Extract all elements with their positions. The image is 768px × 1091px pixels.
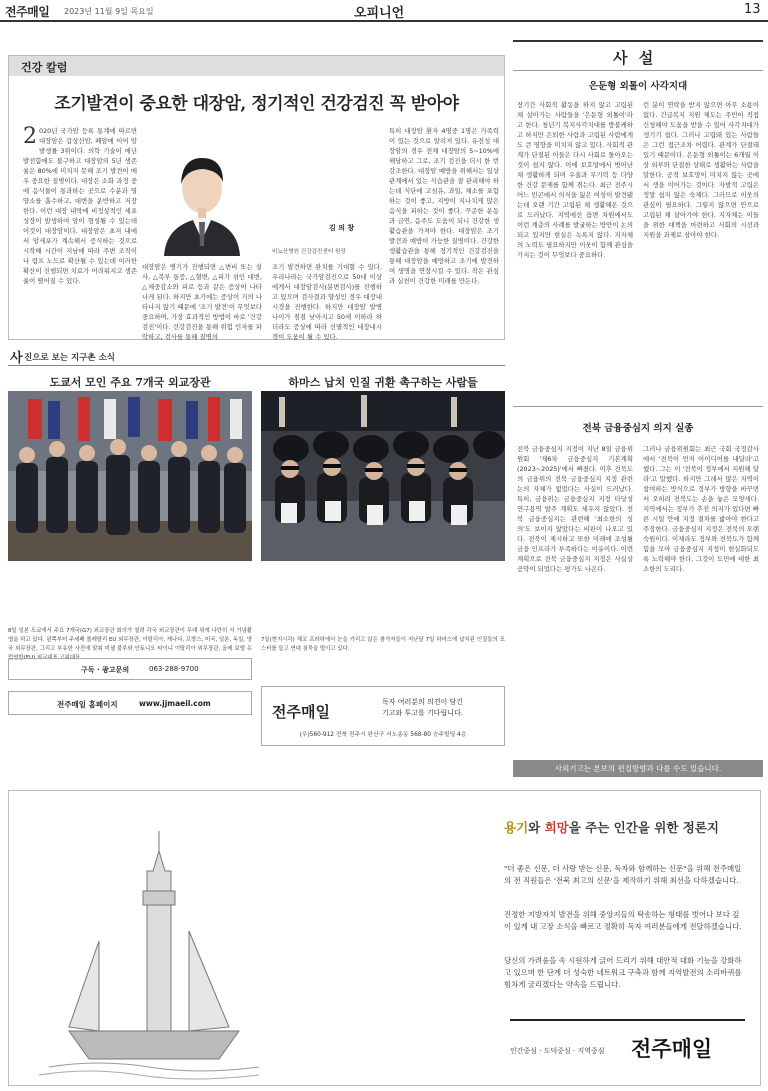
promo-brand: 전주매일 [631, 1037, 713, 1061]
promo-title-rest: 을 주는 인간을 위한 정론지 [568, 820, 719, 835]
promo-paragraph-3: 당신의 가려움을 속 시원하게 긁어 드리기 위해 대안적 대화 기능을 강화하고 있으며 한 단계 더 성숙한 네트워크 구축과 함께 지역발전의 소리바퀴를 힘차게 굴리겠다는 약속을 드립니다. [504, 956, 742, 989]
right-photo-caption: 7일(현지시각) 체코 프라하에서 눈을 가리고 앉은 참가자들이 지난달 7일 하마스에 납치된 인질들의 포스터를 들고 연대 침묵을 벌이고 있다. [261, 637, 505, 652]
reader-ad-brand: 전주매일 [272, 703, 330, 721]
column-text-col4: 특히 대장암 환자 4명중 1명은 가족력이 있는 것으로 알려져 있다. 유전성 대장암의 경우 전체 대장암의 5~10%에 해당하고 그로, 조기 검진을 더시 한 번 강조한다. 대장암 예방을 위해서는 일상 관계에서 있는 식습관을 잘 관리해야 하는데 식단에 고섬유, 과일, 채소를 포함하는 것이 좋고, 지방이 지나치게 많은 음식을 피하는 것이 좋다. 꾸준한 운동과 금연, 음주도 도움이 되니 건강한 생활습관을 가져야 한다. 대장암은 조기 발견과 예방이 가능한 질병이다. 건강한 생활습관을 통해 정기적인 건강검진을 통해 대장암을 예방하고 조기에 발견하여 생명을 연장시킬 수 있다. 작은 관심과 실천이 건강한 미래를 만든다. [389, 127, 499, 285]
editorial-2-col1: 전북 금융중심지 지정이 지난 8일 금융위원회 '제6차 금융중심지 기본계획(2023~2025)'에서 빠졌다. 이후 전북도의 금융위의 전북 금융중심지 지정 관련 논의 자체가 없었다는 사실이 드러났다. 특히, 금융위는 금융중심지 지정 타당성 연구용역 발주 계획도 세우지 않았다. 전북 금융중심지는 관련해 '최소한의 성의'도 보이지 않았다는 비판이 나오고 있다. 전북이 제시하고 또한 미래에 조성될 금융 인프라가 부족하다는 이유이다. 이번 계획으로 전북 금융중심지 지정은 사실상 공약이 되었다는 평가도 나온다. [517, 445, 633, 573]
right-photo-title: 하마스 납치 인질 귀환 촉구하는 사람들 [288, 376, 478, 389]
subscribe-label: 구독 · 광고문의 [81, 666, 130, 674]
editorial-2-col2: 그러나 금융위원회는 최근 국회 국정감사에서 '전북이 먼저 아이디어를 내달라'고 했다. 그는 이 '전북이 정부에서 지원해 달라'고 말했다. 하지만 그래서 많은 지역이 참여하는 방식으로 정부가 방향을 바꾸면서 오히려 전북도는 손을 놓은 모양새다. 지역에서는 정부가 추진 의지가 있다면 빠른 시일 안에 지정 절차를 밟아야 한다고 주장한다. 금융중심지 지정은 전북의 오랜 숙원이다. 이제라도 정부와 전북도가 함께 힘을 모아 금융중심지 지정이 현실화되도록 노력해야 한다. 그것이 도민에 대한 최소한의 도리다. [643, 445, 759, 573]
editorial-header [513, 40, 763, 71]
promo-title-and: 와 [528, 820, 545, 835]
promo-slogan: 인간중심 · 도덕중심 · 지역중심 [510, 1047, 605, 1055]
ship-tower-illustration [39, 831, 269, 1081]
office-address: (우)560-912 전북 전주시 완산구 서노송동 568-80 승주빌딩 4층 [299, 732, 467, 738]
dropcap: 2 [23, 124, 37, 149]
portrait-illustration [142, 136, 262, 256]
promo-paragraph-2: 진정한 지방자치 발전을 위해 중앙지들의 탁송하는 형태를 벗어나 보다 깊이 있게 내 고장 소식을 빠르고 정확히 독자 여러분들에게 전달하겠습니다. [504, 910, 742, 931]
editorial-header-label: 사 설 [613, 49, 657, 67]
homepage-url[interactable]: www.jjmaeil.com [139, 699, 211, 708]
promo-title [504, 818, 719, 836]
author-name: 김 의 창 [329, 224, 355, 232]
ship-icon [39, 831, 269, 1081]
health-column [8, 55, 505, 340]
reader-msg-1: 독자 여러분의 의견이 담긴 [382, 698, 464, 706]
masthead [0, 0, 768, 22]
column-label: 건강 칼럼 [21, 61, 68, 74]
homepage-ad [8, 691, 252, 715]
editorial-title-2: 전북 금융중심지 의지 실종 [582, 423, 694, 434]
column-title: 조기발견이 중요한 대장암, 정기적인 건강검진 꼭 받아야 [54, 94, 459, 114]
promo-ad [8, 790, 761, 1086]
left-photo-caption: 8일 일본 도쿄에서 주요 7개국(G7) 외교장관 회의가 열려 각국 외교장관이 무대 위에 나란히 서 기념촬영을 하고 있다. 왼쪽부터 주세페 볼레탈리 EU 외무장관, 이탈리아, 캐나다, 프랑스, 미국, 일본, 독일, 영국 외무장관, 그리고 부유한 사진에 맞춰 미셸 불루와 안토니오 타이니 이탈리아 외무장관, 올레 보엘 유럽연합(EU) 외교대표 고위대표. [8, 628, 252, 661]
subscribe-phone: 063-288-9700 [149, 665, 199, 673]
left-photo-title: 도쿄서 모인 주요 7개국 외교장관 [49, 376, 211, 389]
author-portrait [142, 136, 262, 256]
photo-header-text: 진으로 보는 지구촌 소식 [24, 353, 115, 363]
promo-title-hope: 희망 [544, 820, 569, 835]
editorial-section [513, 40, 763, 778]
masthead-logo: 전주매일 [5, 5, 50, 19]
photo-news-header [8, 346, 505, 366]
hostage-photo [261, 391, 505, 561]
photo-header-initial: 사 [10, 351, 23, 366]
reader-submission-ad [261, 686, 505, 746]
column-label-bar [9, 56, 504, 76]
editorial-1-col1: 장기간 사회적 활동을 하지 않고 고립된 채 살아가는 사람들을 '은둔형 외톨이'라고 한다. 청년기 복지사각지대를 방불케하고 하지만 은퇴한 사람과 고립된 사람에게도 큰 영향을 미치지 않고 있다. 사회적 관계가 단절된 이들은 다시 사회로 돌아오는 것이 쉽지 않다. 이에 보호망에서 벗어난 채 생활하게 되며 우울과 무기력 등 다양한 건강 문제를 함께 겪는다. 최근 전주시 어느 빈곤에서 의식을 잃은 여성이 발견됐는데 오랜 기간 고립된 채 생활해온 것으로 드러났다. 지역에선 읍면 차원에서도 이런 계층의 사례를 발굴하는 방안이 논의되고 있지만 현실은 녹록지 않다. 지자체의 노력도 필요하지만 이웃이 함께 관심을 가지는 것이 무엇보다 중요하다. [517, 101, 633, 259]
subscribe-ad [8, 658, 252, 680]
g7-photo-image [8, 391, 252, 561]
editorial-title-1: 은둔형 외톨이 사각지대 [588, 81, 688, 92]
g7-photo [8, 391, 252, 561]
column-text-col2: 대장암은 병기가 진행되면 △변비 또는 설사, △복부 통증, △혈변, △피가 섞인 대변, △체중감소와 피로 등과 같은 증상이 나타나게 된다. 하지만 초기에는 증상이 거의 나타나지 않기 때문에 '조기 발견'이 무엇보다 중요하며, 가장 효과적인 방법이 바로 '건강검진'이다. 건강검진을 통해 위험 인자를 파악하고, 검사를 통해 질병의 [142, 263, 262, 341]
page-number: 13 [744, 2, 761, 17]
reader-msg-2: 기고와 투고를 기다립니다. [382, 709, 464, 717]
editorial-disclaimer-bar [513, 760, 763, 777]
editorial-disclaimer: 사외기고는 본보의 편집방향과 다를 수도 있습니다. [554, 764, 722, 773]
promo-paragraph-1: "더 좋은 신문, 더 사랑 받는 신문, 독자와 함께하는 신문"을 위해 전주매일의 전 직원들은 '전북 최고의 신문'을 제작하기 위해 최선을 다하겠습니다. [504, 864, 742, 885]
column-text-col3: 조기 발견하면 완치를 기대할 수 있다. 우리나라는 국가암검진으로 50대 이상에게서 대장암검사(분변검사)를 진행하고 있으며 검사결과 양성인 경우 대장내시경을 진행한다. 하지만 대장암 발병 나이가 점점 낮아지고 50세 이하라 하더라도 증상에 따라 선별적인 대장내시경이 도움이 될 수 있다. [272, 263, 382, 341]
column-col1-text: 020년 국가암 등록 통계에 따르면 대장암은 갑상선암, 폐암에 이어 암발생률 3위이다. 의학 기술이 매년 발전함에도 불구하고 대장암의 5년 생존율은 80%에 미치지 못해 조기 발견이 매우 중요한 질병이다. 대장은 소화 과정 중에 음식물이 통과하는 곳으로 수분과 영양소를 흡수하고, 대변을 운반하고 저장한다. 이런 대장 내막에 비정상적인 세포 성장이 발생하여 암이 형성될 수 있는데 이것이 대장암이다. 대장암은 초저 내에서 암세포가 계속해서 증식하는 것으로 시작해 시간이 지남에 따라 주변 조직이나 림프 노드로 확산될 수 있는데 이러한 확산이 진행되면 치료가 어려워지고 생존율이 떨어질 수 있다. [23, 127, 137, 285]
homepage-label: 전주매일 홈페이지 [57, 700, 118, 709]
editorial-1-col2: 런 분이 연락을 받지 않으면 아무 소용이 없다. 긴급복지 지원 제도는 주민이 직접 신청해야 도움을 받을 수 있어 사각지대가 생기기 쉽다. 그러나 고립돼 있는 사람들은 그런 접근조차 어렵다. 관계가 단절돼 있기 때문이다. 은둔형 외톨이는 6개월 이상 외부와 단절한 상태로 생활하는 사람을 말한다. 공적 보호망이 미치지 않는 곳에서 생을 이어가는 것이다. 자발적 고립은 정말 쉽지 않은 숙제다. 그러므로 이웃의 관심이 필요하다. 그렇지 않으면 안으로 고립된 채 살아가야 한다. 지자체는 이들을 위한 대책을 마련하고 사회의 시선과 지원을 과제로 삼아야 한다. [643, 101, 759, 239]
column-text-col1 [23, 126, 137, 334]
promo-title-courage: 용기 [504, 820, 529, 835]
author-role: 비뇨산병원 건강검진센터 원장 [272, 249, 346, 255]
promo-brand-rule [510, 1019, 745, 1021]
hostage-photo-image [261, 391, 505, 561]
editorial-divider [513, 406, 763, 407]
section-name: 오피니언 [354, 6, 405, 21]
issue-date: 2023년 11월 9일 목요일 [64, 7, 154, 16]
